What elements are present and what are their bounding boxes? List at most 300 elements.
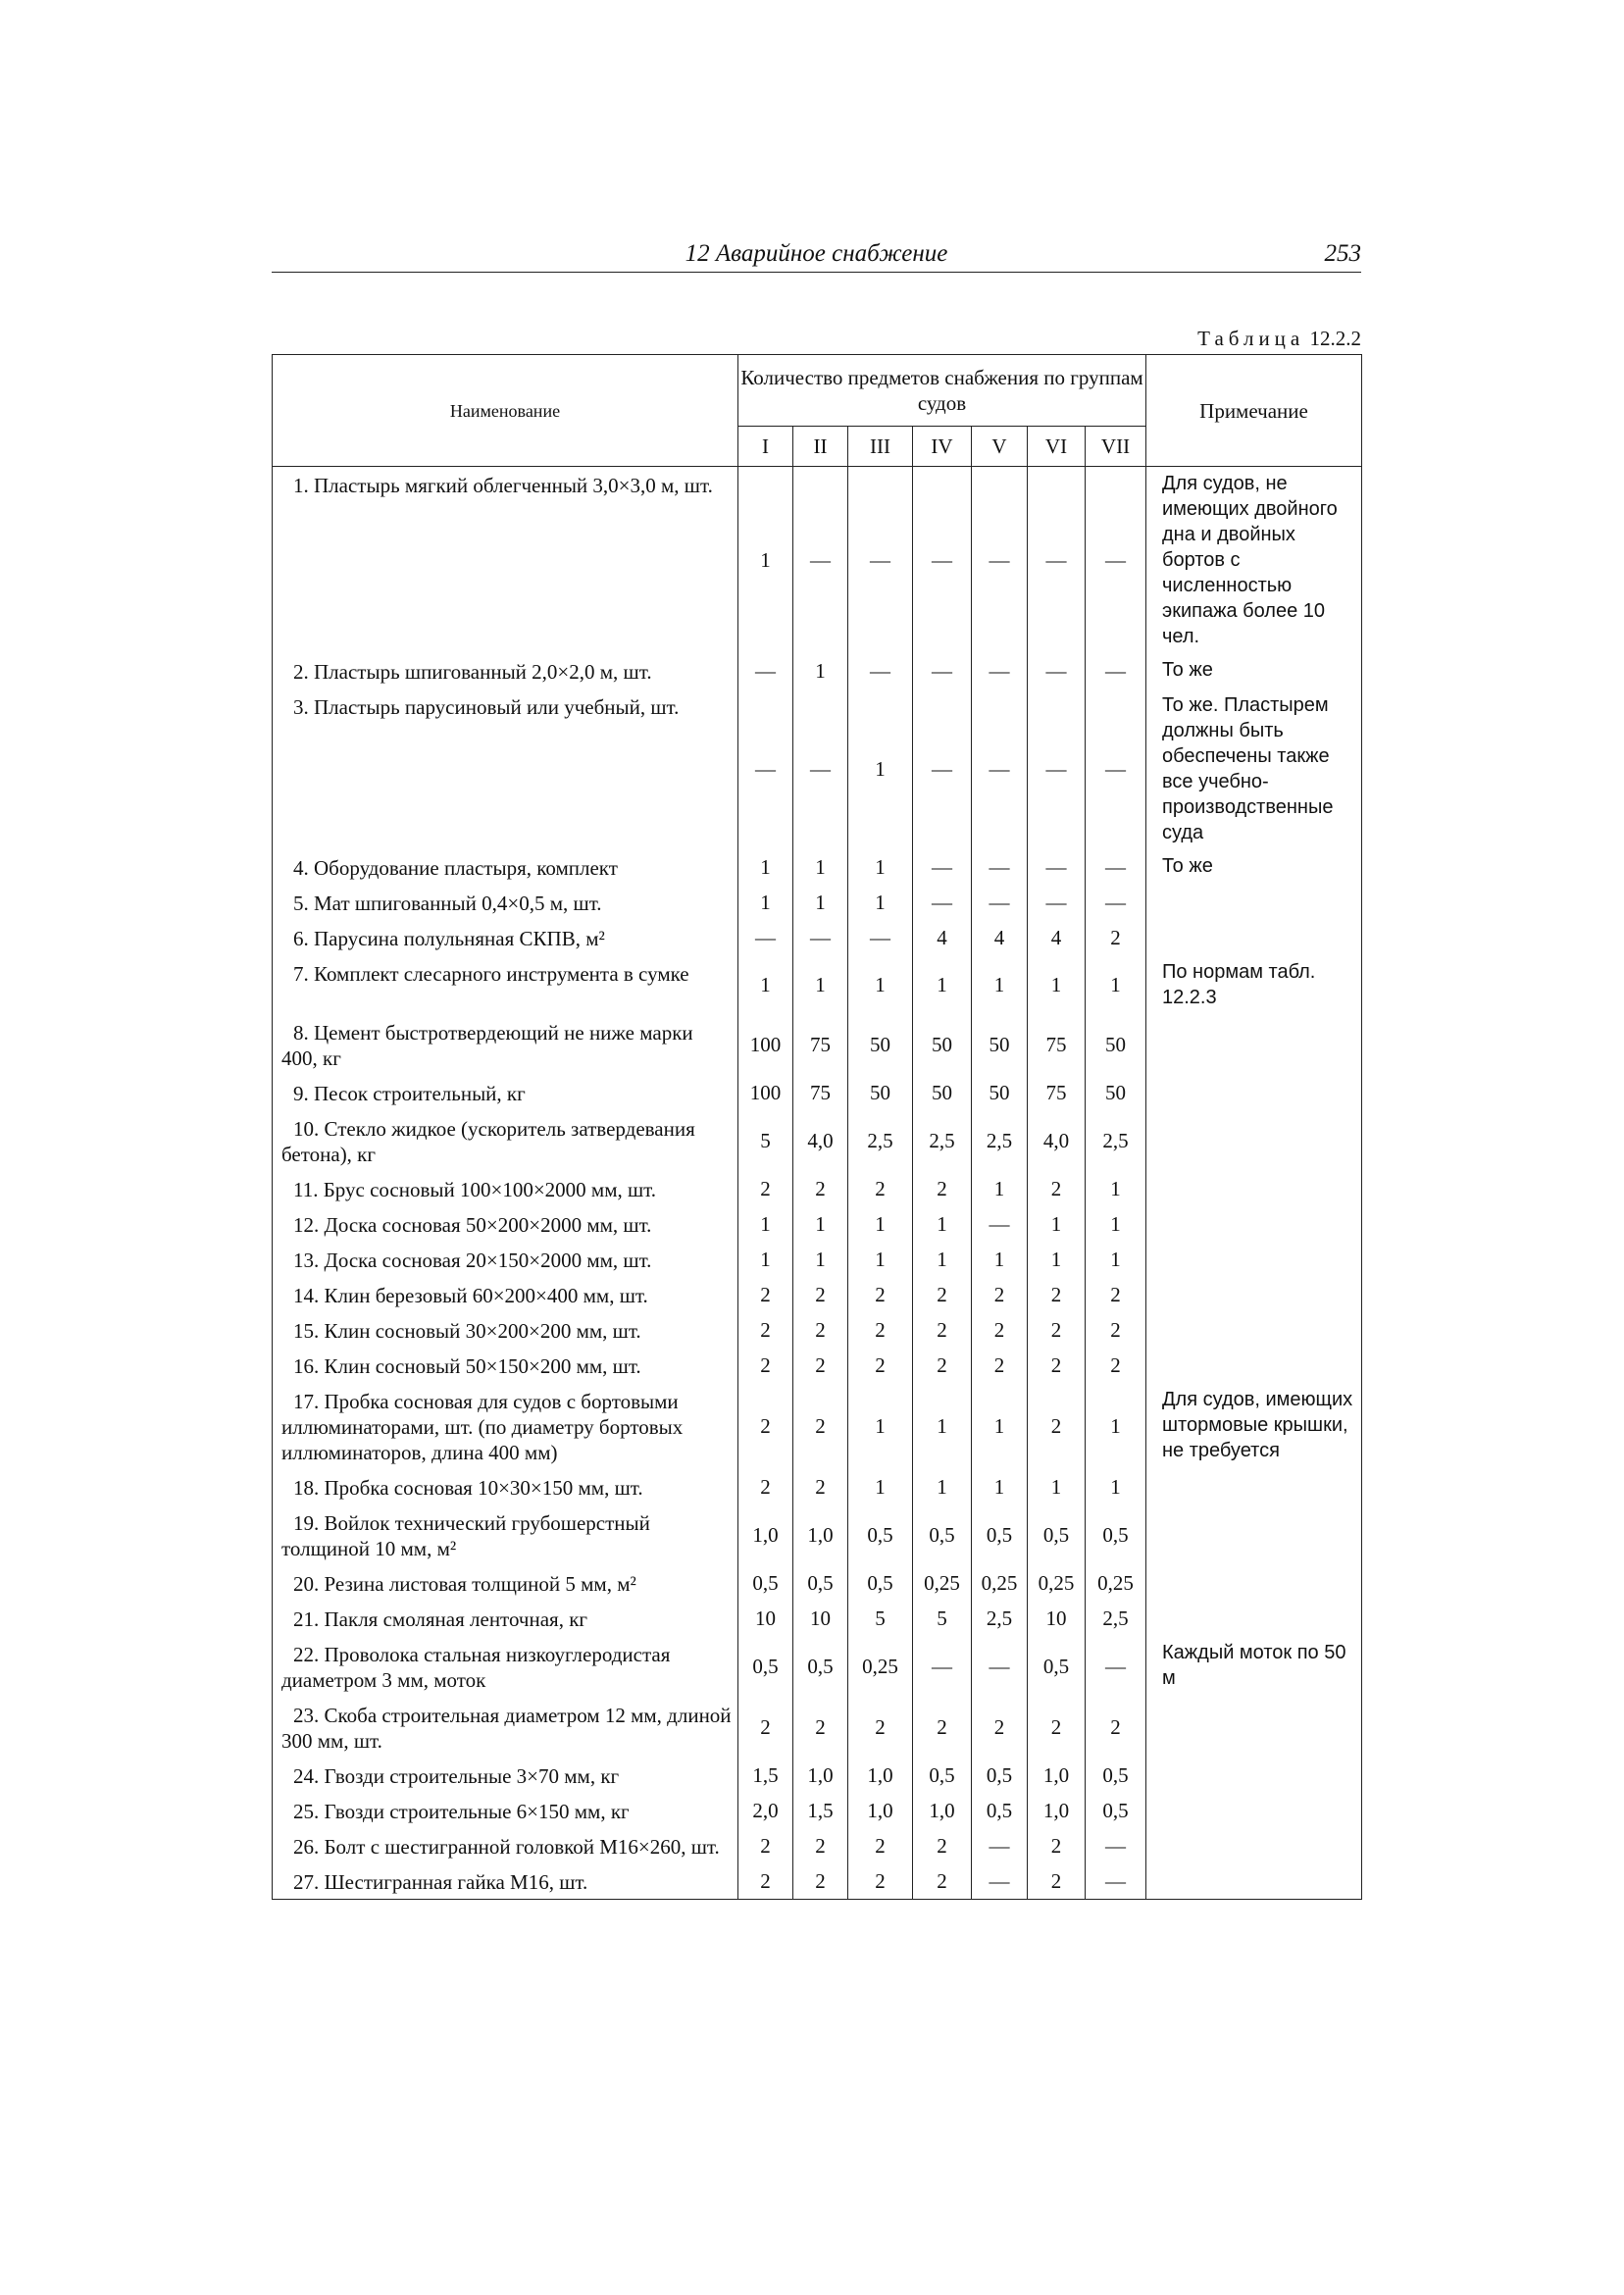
table-row	[273, 1758, 1362, 1793]
item-note	[1146, 1312, 1362, 1348]
group-quantity: 2	[793, 1828, 848, 1863]
group-quantity: 1,0	[738, 1504, 793, 1565]
table-row	[273, 467, 1362, 654]
group-quantity: 50	[913, 1014, 972, 1075]
item-name	[273, 1863, 738, 1900]
group-quantity: 100	[738, 1075, 793, 1110]
item-note: То же	[1146, 653, 1362, 688]
table-row	[273, 1601, 1362, 1636]
group-quantity: 10	[738, 1601, 793, 1636]
group-quantity: 1	[913, 1242, 972, 1277]
group-quantity: 75	[793, 1075, 848, 1110]
group-quantity: 1	[1086, 1242, 1146, 1277]
col-header-note: Примечание	[1146, 355, 1362, 467]
group-quantity: 2,5	[1086, 1110, 1146, 1171]
group-quantity: 1	[913, 1383, 972, 1469]
item-name-text: 7. Комплект слесарного инструмента в сумке	[293, 962, 689, 986]
group-quantity: 50	[848, 1014, 913, 1075]
table-row	[273, 1171, 1362, 1206]
item-note	[1146, 920, 1362, 955]
group-quantity: 0,5	[1086, 1504, 1146, 1565]
group-quantity: 2	[972, 1312, 1028, 1348]
group-quantity: 2	[1028, 1348, 1086, 1383]
group-quantity: —	[1028, 688, 1086, 849]
group-quantity: —	[1028, 653, 1086, 688]
group-quantity: 0,5	[1086, 1758, 1146, 1793]
group-quantity: 1,0	[793, 1504, 848, 1565]
item-name-text: 2. Пластырь шпигованный 2,0×2,0 м, шт.	[293, 660, 652, 684]
group-quantity: —	[848, 467, 913, 654]
item-name-text: 21. Пакля смоляная ленточная, кг	[293, 1607, 588, 1631]
group-quantity: 1,0	[848, 1758, 913, 1793]
item-name-text: 20. Резина листовая толщиной 5 мм, м²	[293, 1572, 636, 1596]
group-quantity: 2	[1028, 1863, 1086, 1900]
group-quantity: 0,5	[972, 1504, 1028, 1565]
group-quantity: 4	[913, 920, 972, 955]
group-quantity: 2	[793, 1277, 848, 1312]
col-header-group: II	[793, 427, 848, 467]
group-quantity: 2	[848, 1277, 913, 1312]
group-quantity: 1	[1086, 955, 1146, 1014]
group-quantity: 2	[913, 1697, 972, 1758]
group-quantity: 0,5	[793, 1636, 848, 1697]
item-note	[1146, 1277, 1362, 1312]
table-caption-number: 12.2.2	[1309, 327, 1361, 350]
group-quantity: 1	[1086, 1469, 1146, 1504]
item-note: Для судов, не имеющих двойного дна и двойных бортов с численностью экипажа более 10 чел.	[1146, 467, 1362, 654]
group-quantity: 1	[972, 955, 1028, 1014]
group-quantity: —	[1086, 849, 1146, 885]
group-quantity: 2,5	[913, 1110, 972, 1171]
group-quantity: 1	[913, 955, 972, 1014]
item-name	[273, 653, 738, 688]
table-row	[273, 1793, 1362, 1828]
group-quantity: 1	[1086, 1206, 1146, 1242]
group-quantity: 0,5	[848, 1504, 913, 1565]
item-name	[273, 1110, 738, 1171]
item-name-text: 3. Пластырь парусиновый или учебный, шт.	[293, 695, 680, 719]
group-quantity: 2	[913, 1828, 972, 1863]
group-quantity: 2	[1028, 1697, 1086, 1758]
item-name	[273, 1242, 738, 1277]
group-quantity: 10	[793, 1601, 848, 1636]
group-quantity: 2	[913, 1863, 972, 1900]
group-quantity: 1	[1028, 955, 1086, 1014]
supply-table	[272, 354, 1362, 1900]
group-quantity: 2,5	[848, 1110, 913, 1171]
group-quantity: 1	[738, 467, 793, 654]
item-note	[1146, 885, 1362, 920]
item-name	[273, 1206, 738, 1242]
group-quantity: 1	[793, 885, 848, 920]
group-quantity: 2,5	[972, 1601, 1028, 1636]
group-quantity: —	[793, 920, 848, 955]
item-note	[1146, 1601, 1362, 1636]
group-quantity: 1,0	[848, 1793, 913, 1828]
group-quantity: —	[738, 653, 793, 688]
group-quantity: —	[1028, 885, 1086, 920]
group-quantity: 0,25	[1086, 1565, 1146, 1601]
group-quantity: 1	[913, 1469, 972, 1504]
table-row	[273, 1242, 1362, 1277]
col-header-group: V	[972, 427, 1028, 467]
group-quantity: 50	[1086, 1014, 1146, 1075]
group-quantity: 1	[1028, 1469, 1086, 1504]
group-quantity: 2	[738, 1697, 793, 1758]
group-quantity: 2	[738, 1312, 793, 1348]
group-quantity: 2,5	[972, 1110, 1028, 1171]
group-quantity: 1	[738, 955, 793, 1014]
item-note	[1146, 1863, 1362, 1900]
group-quantity: —	[913, 688, 972, 849]
col-header-quantity: Количество предметов снабжения по группам судов	[738, 355, 1146, 427]
group-quantity: 2	[1028, 1383, 1086, 1469]
group-quantity: —	[738, 688, 793, 849]
group-quantity: 1	[972, 1171, 1028, 1206]
group-quantity: 2	[848, 1312, 913, 1348]
table-caption-word: Таблица	[1197, 327, 1305, 350]
group-quantity: 1	[793, 1206, 848, 1242]
item-name-text: 1. Пластырь мягкий облегченный 3,0×3,0 м, шт.	[293, 474, 713, 497]
group-quantity: 2	[848, 1863, 913, 1900]
group-quantity: 0,25	[972, 1565, 1028, 1601]
group-quantity: 1	[848, 1242, 913, 1277]
group-quantity: 1	[848, 1206, 913, 1242]
table-row	[273, 653, 1362, 688]
item-name	[273, 849, 738, 885]
item-note: По нормам табл. 12.2.3	[1146, 955, 1362, 1014]
item-note	[1146, 1014, 1362, 1075]
item-name-text: 14. Клин березовый 60×200×400 мм, шт.	[293, 1284, 648, 1307]
group-quantity: —	[848, 653, 913, 688]
item-name	[273, 1312, 738, 1348]
table-row	[273, 1565, 1362, 1601]
group-quantity: 2	[848, 1828, 913, 1863]
group-quantity: —	[738, 920, 793, 955]
group-quantity: —	[972, 1828, 1028, 1863]
group-quantity: —	[1086, 1863, 1146, 1900]
table-row	[273, 1697, 1362, 1758]
item-note	[1146, 1504, 1362, 1565]
group-quantity: 2	[1086, 920, 1146, 955]
group-quantity: 1	[793, 653, 848, 688]
group-quantity: 75	[1028, 1075, 1086, 1110]
group-quantity: 2	[793, 1469, 848, 1504]
table-row	[273, 1863, 1362, 1900]
table-row	[273, 1206, 1362, 1242]
item-name-text: 18. Пробка сосновая 10×30×150 мм, шт.	[293, 1476, 643, 1500]
group-quantity: 2	[793, 1863, 848, 1900]
group-quantity: 0,25	[848, 1636, 913, 1697]
group-quantity: 1	[848, 955, 913, 1014]
group-quantity: 10	[1028, 1601, 1086, 1636]
group-quantity: 2	[793, 1348, 848, 1383]
group-quantity: 2	[913, 1312, 972, 1348]
group-quantity: 0,5	[972, 1793, 1028, 1828]
group-quantity: 1,0	[913, 1793, 972, 1828]
group-quantity: 5	[848, 1601, 913, 1636]
group-quantity: —	[913, 467, 972, 654]
group-quantity: 2	[738, 1828, 793, 1863]
group-quantity: 1	[738, 1242, 793, 1277]
group-quantity: 2	[738, 1348, 793, 1383]
group-quantity: 2	[1086, 1348, 1146, 1383]
table-row	[273, 1277, 1362, 1312]
item-name-text: 5. Мат шпигованный 0,4×0,5 м, шт.	[293, 892, 602, 915]
item-name-text: 19. Войлок технический грубошерстный толщиной 10 мм, м²	[281, 1511, 650, 1560]
item-note	[1146, 1171, 1362, 1206]
item-name-text: 27. Шестигранная гайка М16, шт.	[293, 1870, 588, 1894]
table-row	[273, 849, 1362, 885]
item-note	[1146, 1206, 1362, 1242]
table-row	[273, 1636, 1362, 1697]
group-quantity: 0,5	[1086, 1793, 1146, 1828]
group-quantity: —	[1086, 688, 1146, 849]
item-name	[273, 1601, 738, 1636]
item-name-text: 26. Болт с шестигранной головкой М16×260, шт.	[293, 1835, 720, 1859]
item-name-text: 11. Брус сосновый 100×100×2000 мм, шт.	[293, 1178, 657, 1201]
group-quantity: 2	[793, 1697, 848, 1758]
item-name	[273, 1504, 738, 1565]
group-quantity: 2	[972, 1277, 1028, 1312]
group-quantity: —	[913, 653, 972, 688]
group-quantity: 0,5	[913, 1504, 972, 1565]
group-quantity: 1,5	[738, 1758, 793, 1793]
item-name-text: 13. Доска сосновая 20×150×2000 мм, шт.	[293, 1249, 652, 1272]
item-note	[1146, 1110, 1362, 1171]
group-quantity: 1	[972, 1469, 1028, 1504]
col-header-group: III	[848, 427, 913, 467]
group-quantity: 1	[793, 1242, 848, 1277]
col-header-group: VI	[1028, 427, 1086, 467]
group-quantity: 0,5	[913, 1758, 972, 1793]
group-quantity: 0,5	[738, 1565, 793, 1601]
group-quantity: 1	[1028, 1206, 1086, 1242]
group-quantity: 50	[972, 1014, 1028, 1075]
group-quantity: 100	[738, 1014, 793, 1075]
group-quantity: 0,5	[848, 1565, 913, 1601]
group-quantity: 2	[913, 1348, 972, 1383]
group-quantity: 2	[738, 1171, 793, 1206]
group-quantity: —	[793, 467, 848, 654]
group-quantity: 2	[972, 1348, 1028, 1383]
item-name	[273, 1469, 738, 1504]
group-quantity: —	[972, 1863, 1028, 1900]
group-quantity: 2	[738, 1383, 793, 1469]
group-quantity: 1	[1086, 1383, 1146, 1469]
group-quantity: 2	[848, 1348, 913, 1383]
item-note	[1146, 1793, 1362, 1828]
group-quantity: —	[913, 885, 972, 920]
col-header-group: VII	[1086, 427, 1146, 467]
col-header-name: Наименование	[273, 355, 738, 467]
group-quantity: 2	[793, 1383, 848, 1469]
group-quantity: 2	[793, 1171, 848, 1206]
group-quantity: 4	[1028, 920, 1086, 955]
item-name	[273, 1383, 738, 1469]
table-row	[273, 920, 1362, 955]
group-quantity: 2	[913, 1171, 972, 1206]
group-quantity: 1	[793, 955, 848, 1014]
page-number: 253	[1324, 240, 1361, 267]
item-name	[273, 920, 738, 955]
item-note	[1146, 1242, 1362, 1277]
group-quantity: 2,0	[738, 1793, 793, 1828]
item-name-text: 10. Стекло жидкое (ускоритель затвердевания бетона), кг	[281, 1117, 695, 1166]
table-row	[273, 1469, 1362, 1504]
item-name	[273, 1793, 738, 1828]
item-name	[273, 1636, 738, 1697]
group-quantity: 0,5	[738, 1636, 793, 1697]
table-caption	[1197, 327, 1361, 351]
group-quantity: —	[972, 849, 1028, 885]
item-name	[273, 1348, 738, 1383]
group-quantity: 1	[1028, 1242, 1086, 1277]
group-quantity: 2	[1086, 1312, 1146, 1348]
item-note: То же. Пластырем должны быть обеспечены также все учебно-производственные суда	[1146, 688, 1362, 849]
item-note	[1146, 1565, 1362, 1601]
group-quantity: —	[972, 653, 1028, 688]
table-row	[273, 688, 1362, 849]
item-note	[1146, 1348, 1362, 1383]
table-row	[273, 1383, 1362, 1469]
item-name	[273, 1075, 738, 1110]
item-name	[273, 1565, 738, 1601]
item-name-text: 9. Песок строительный, кг	[293, 1082, 526, 1105]
group-quantity: 2	[848, 1171, 913, 1206]
group-quantity: 2	[738, 1469, 793, 1504]
table-row	[273, 955, 1362, 1014]
item-name-text: 25. Гвозди строительные 6×150 мм, кг	[293, 1800, 630, 1823]
group-quantity: —	[1086, 653, 1146, 688]
col-header-group: IV	[913, 427, 972, 467]
group-quantity: —	[913, 849, 972, 885]
group-quantity: —	[793, 688, 848, 849]
table-row	[273, 1348, 1362, 1383]
table-row	[273, 1110, 1362, 1171]
item-name	[273, 1277, 738, 1312]
table-row	[273, 1075, 1362, 1110]
group-quantity: 0,5	[972, 1758, 1028, 1793]
chapter-title: 12 Аварийное снабжение	[685, 240, 948, 267]
item-name	[273, 1697, 738, 1758]
group-quantity: 2	[738, 1863, 793, 1900]
item-name	[273, 885, 738, 920]
group-quantity: 1	[972, 1242, 1028, 1277]
group-quantity: 0,5	[1028, 1504, 1086, 1565]
group-quantity: —	[1086, 1636, 1146, 1697]
group-quantity: 50	[913, 1075, 972, 1110]
group-quantity: —	[1086, 885, 1146, 920]
group-quantity: 1,0	[1028, 1758, 1086, 1793]
table-row	[273, 885, 1362, 920]
item-name	[273, 688, 738, 849]
item-name-text: 24. Гвозди строительные 3×70 мм, кг	[293, 1764, 620, 1788]
group-quantity: —	[1086, 467, 1146, 654]
group-quantity: 2,5	[1086, 1601, 1146, 1636]
group-quantity: 1	[848, 1469, 913, 1504]
group-quantity: 4	[972, 920, 1028, 955]
item-name-text: 6. Парусина полульняная СКПВ, м²	[293, 927, 605, 950]
group-quantity: 0,25	[913, 1565, 972, 1601]
group-quantity: 1,0	[1028, 1793, 1086, 1828]
group-quantity: 1	[738, 1206, 793, 1242]
group-quantity: 2	[1028, 1828, 1086, 1863]
group-quantity: 1	[848, 688, 913, 849]
group-quantity: 0,5	[793, 1565, 848, 1601]
group-quantity: 50	[1086, 1075, 1146, 1110]
group-quantity: 2	[1028, 1171, 1086, 1206]
group-quantity: —	[972, 885, 1028, 920]
group-quantity: 1,0	[793, 1758, 848, 1793]
item-name	[273, 467, 738, 654]
group-quantity: 4,0	[1028, 1110, 1086, 1171]
item-name	[273, 1171, 738, 1206]
group-quantity: 50	[972, 1075, 1028, 1110]
item-name-text: 4. Оборудование пластыря, комплект	[293, 856, 618, 880]
col-header-group: I	[738, 427, 793, 467]
group-quantity: —	[1028, 849, 1086, 885]
item-note	[1146, 1697, 1362, 1758]
group-quantity: 50	[848, 1075, 913, 1110]
group-quantity: 2	[972, 1697, 1028, 1758]
group-quantity: 0,5	[1028, 1636, 1086, 1697]
group-quantity: 2	[1028, 1312, 1086, 1348]
group-quantity: 0,25	[1028, 1565, 1086, 1601]
group-quantity: 2	[793, 1312, 848, 1348]
group-quantity: 1	[848, 885, 913, 920]
item-name	[273, 1758, 738, 1793]
item-note: Для судов, имеющих штормовые крышки, не требуется	[1146, 1383, 1362, 1469]
group-quantity: 2	[738, 1277, 793, 1312]
item-note	[1146, 1828, 1362, 1863]
group-quantity: —	[848, 920, 913, 955]
group-quantity: —	[1086, 1828, 1146, 1863]
group-quantity: 1	[913, 1206, 972, 1242]
group-quantity: —	[972, 1636, 1028, 1697]
item-name	[273, 1014, 738, 1075]
group-quantity: 1,5	[793, 1793, 848, 1828]
group-quantity: 75	[1028, 1014, 1086, 1075]
table-row	[273, 1504, 1362, 1565]
item-note	[1146, 1469, 1362, 1504]
group-quantity: 5	[738, 1110, 793, 1171]
table-row	[273, 1828, 1362, 1863]
table-row	[273, 1014, 1362, 1075]
item-name-text: 17. Пробка сосновая для судов с бортовыми иллюминаторами, шт. (по диаметру бортовых иллюминаторов, длина 400 мм)	[281, 1390, 684, 1464]
group-quantity: 4,0	[793, 1110, 848, 1171]
group-quantity: 1	[972, 1383, 1028, 1469]
group-quantity: 5	[913, 1601, 972, 1636]
group-quantity: 2	[1028, 1277, 1086, 1312]
item-note: Каждый моток по 50 м	[1146, 1636, 1362, 1697]
item-name	[273, 1828, 738, 1863]
running-header	[272, 238, 1361, 273]
item-name-text: 23. Скоба строительная диаметром 12 мм, длиной 300 мм, шт.	[281, 1704, 732, 1753]
group-quantity: —	[972, 1206, 1028, 1242]
item-name-text: 8. Цемент быстротвердеющий не ниже марки 400, кг	[281, 1021, 693, 1070]
group-quantity: 1	[738, 849, 793, 885]
table-row	[273, 1312, 1362, 1348]
group-quantity: 1	[793, 849, 848, 885]
item-name-text: 12. Доска сосновая 50×200×2000 мм, шт.	[293, 1213, 652, 1237]
group-quantity: —	[972, 688, 1028, 849]
group-quantity: 2	[1086, 1697, 1146, 1758]
item-note	[1146, 1075, 1362, 1110]
group-quantity: 1	[848, 1383, 913, 1469]
item-name-text: 15. Клин сосновый 30×200×200 мм, шт.	[293, 1319, 641, 1343]
group-quantity: 2	[848, 1697, 913, 1758]
